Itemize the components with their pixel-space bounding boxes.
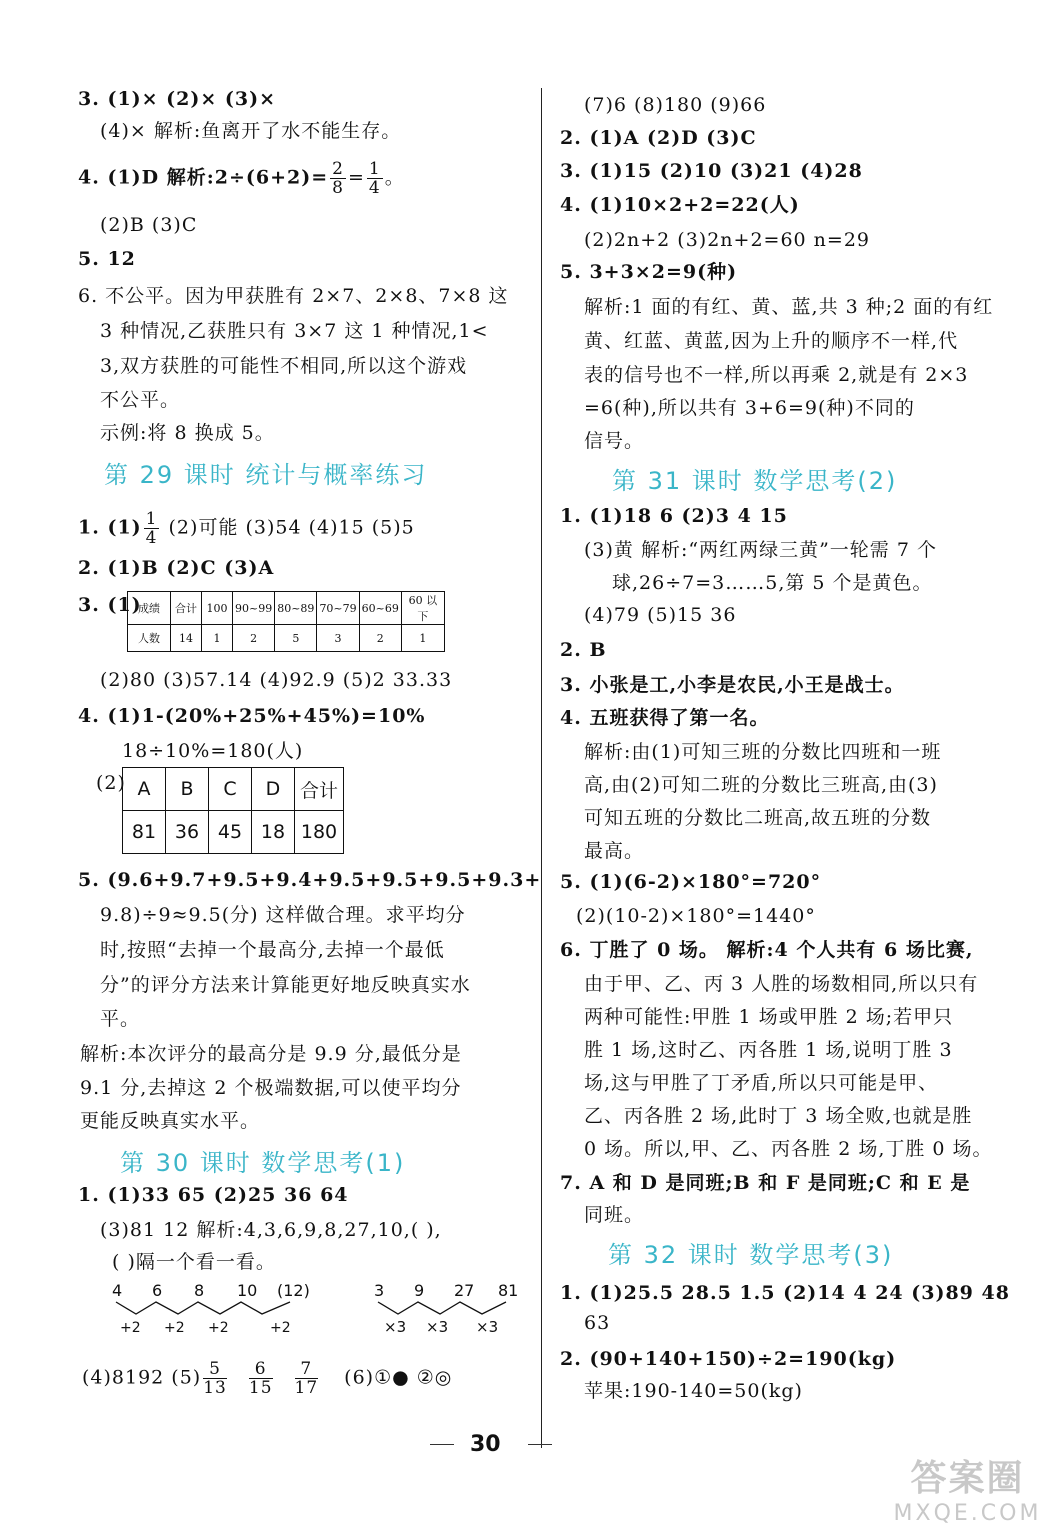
- seq1-connector: [116, 1302, 290, 1314]
- column-divider: [541, 88, 542, 1448]
- seq1-number: (12): [277, 1281, 310, 1300]
- s30-q1: 1. (1)33 65 (2)25 36 64: [78, 1184, 349, 1206]
- r-q3: 3. (1)15 (2)10 (3)21 (4)28: [560, 160, 863, 182]
- seq2-op: ×3: [476, 1318, 499, 1336]
- s29-q5-analysis3: 更能反映真实水平。: [80, 1110, 261, 1132]
- s31-q6: 6. 丁胜了 0 场。 解析:4 个人共有 6 场比赛,: [560, 939, 974, 961]
- section-title-31: 第 31 课时 数学思考(2): [612, 467, 898, 495]
- fraction: $\frac{7}{17}$: [294, 1359, 319, 1398]
- seq1-op: +2: [208, 1320, 229, 1336]
- s30-q1-4-5-6: (4)8192 (5) $\frac{5}{13}$ $\frac{6}{15}$ $\frac{7}{17}$ (6)①● ②◎: [82, 1359, 453, 1398]
- r-q5-analysis5: 信号。: [584, 430, 645, 452]
- s31-q4-analysis1: 解析:由(1)可知三班的分数比四班和一班: [584, 741, 942, 763]
- r-q2: 2. (1)A (2)D (3)C: [560, 127, 757, 149]
- q6-line3: 3,双方获胜的可能性不相同,所以这个游戏: [100, 355, 468, 377]
- r-q4-more: (2)2n+2 (3)2n+2=60 n=29: [584, 229, 871, 251]
- s31-q4-analysis2: 高,由(2)可知二班的分数比三班高,由(3): [584, 774, 938, 796]
- s29-q5-line5: 平。: [100, 1008, 141, 1030]
- s31-q6-line4: 胜 1 场,这时乙、丙各胜 1 场,说明丁胜 3: [584, 1039, 953, 1061]
- s31-q6-line2: 由于甲、乙、丙 3 人胜的场数相同,所以只有: [584, 973, 979, 995]
- s31-q4-analysis4: 最高。: [584, 840, 645, 862]
- watermark-logo: 答案圈 MXQE.COM: [893, 1458, 1042, 1526]
- s29-q5-analysis2: 9.1 分,去掉这 2 个极端数据,可以使平均分: [80, 1077, 462, 1099]
- q4-text: 4. (1)D 解析:2÷(6+2)=: [78, 166, 329, 189]
- s29-q5-line4: 分”的评分方法来计算能更好地反映真实水: [100, 974, 471, 996]
- seq1-number: 6: [152, 1281, 163, 1300]
- seq1-op: +2: [270, 1320, 291, 1336]
- q4-more: (2)B (3)C: [100, 214, 198, 236]
- s31-q2: 2. B: [560, 639, 607, 661]
- s29-q5-analysis1: 解析:本次评分的最高分是 9.9 分,最低分是: [80, 1043, 462, 1065]
- s32-q2b: 苹果:190-140=50(kg): [584, 1380, 803, 1402]
- seq2-number: 3: [374, 1281, 385, 1300]
- s32-q1: 1. (1)25.5 28.5 1.5 (2)14 4 24 (3)89 48: [560, 1282, 1010, 1304]
- page-dash-left: [430, 1444, 454, 1445]
- r-q5-analysis4: =6(种),所以共有 3+6=9(种)不同的: [584, 397, 915, 419]
- seq2-op: ×3: [384, 1318, 407, 1336]
- table-row: 81 36 45 18 180: [123, 811, 344, 854]
- seq1-op: +2: [164, 1320, 185, 1336]
- s31-q7: 7. A 和 D 是同班;B 和 F 是同班;C 和 E 是: [560, 1172, 971, 1194]
- s31-q1: 1. (1)18 6 (2)3 4 15: [560, 505, 788, 527]
- s31-q4-analysis3: 可知五班的分数比二班高,故五班的分数: [584, 807, 932, 829]
- q6-example: 示例:将 8 换成 5。: [100, 422, 275, 444]
- s31-q6-line6: 乙、丙各胜 2 场,此时丁 3 场全败,也就是胜: [584, 1105, 973, 1127]
- s29-q5-line2: 9.8)÷9≈9.5(分) 这样做合理。求平均分: [100, 904, 466, 926]
- s31-q1-3: (3)黄 解析:“两红两绿三黄”一轮需 7 个: [584, 539, 937, 561]
- r-q5-analysis2: 黄、红蓝、黄蓝,因为上升的顺序不一样,代: [584, 330, 959, 352]
- s29-q3-more: (2)80 (3)57.14 (4)92.9 (5)2 33.33: [100, 669, 453, 691]
- seq2-connector: [378, 1302, 506, 1314]
- s31-q6-line7: 0 场。所以,甲、乙、丙各胜 2 场,丁胜 0 场。: [584, 1138, 993, 1160]
- r-q4: 4. (1)10×2+2=22(人): [560, 194, 800, 216]
- seq1-op: +2: [120, 1320, 141, 1336]
- s29-q1: 1. (1) $\frac{1}{4}$ (2)可能 (3)54 (4)15 (5)5: [78, 509, 415, 548]
- seq1-number: 10: [237, 1281, 258, 1300]
- section-title-30: 第 30 课时 数学思考(1): [120, 1149, 406, 1177]
- s29-q4-sub2: (2): [96, 772, 126, 794]
- q6-line1: 6. 不公平。因为甲获胜有 2×7、2×8、7×8 这: [78, 285, 509, 307]
- seq1-number: 8: [194, 1281, 205, 1300]
- s31-q1-3b: 球,26÷7=3……5,第 5 个是黄色。: [612, 572, 933, 594]
- q3-answers: 3. (1)× (2)× (3)×: [78, 88, 277, 110]
- s29-q3: 3. (1): [78, 594, 142, 616]
- s31-q4: 4. 五班获得了第一名。: [560, 707, 770, 729]
- s31-q3: 3. 小张是工,小李是农民,小王是战士。: [560, 674, 905, 696]
- r-q1-cont: (7)6 (8)180 (9)66: [584, 94, 767, 116]
- seq2-number: 9: [414, 1281, 425, 1300]
- q5-answer: 5. 12: [78, 248, 136, 270]
- table-row: 成绩 合计 100 90~99 80~89 70~79 60~69 60 以下: [128, 592, 445, 625]
- s31-q6-line5: 场,这与甲胜了丁矛盾,所以只可能是甲、: [584, 1072, 939, 1094]
- section-title-32: 第 32 课时 数学思考(3): [608, 1241, 894, 1269]
- r-q5: 5. 3+3×2=9(种): [560, 261, 738, 283]
- q4-answer: 4. (1)D 解析:2÷(6+2)= $\frac{2}{8}$ = $\frac{1}{4}$ 。: [78, 159, 405, 198]
- seq2-op: ×3: [426, 1318, 449, 1336]
- s29-q5-line3: 时,按照“去掉一个最高分,去掉一个最低: [100, 939, 445, 961]
- fraction: $\frac{5}{13}$: [203, 1359, 227, 1398]
- q3-analysis: (4)× 解析:鱼离开了水不能生存。: [100, 120, 402, 142]
- s30-q1-3b: ( )隔一个看一看。: [112, 1251, 276, 1273]
- seq2-number: 27: [454, 1281, 475, 1300]
- r-q5-analysis1: 解析:1 面的有红、黄、蓝,共 3 种;2 面的有红: [584, 296, 994, 318]
- page-number: 30: [470, 1432, 501, 1457]
- fraction: $\frac{1}{4}$: [368, 159, 381, 198]
- q6-line4: 不公平。: [100, 389, 181, 411]
- s29-q2: 2. (1)B (2)C (3)A: [78, 557, 275, 579]
- seq2-number: 81: [498, 1281, 519, 1300]
- s31-q1-4: (4)79 (5)15 36: [584, 604, 737, 626]
- sequence-diagram: [100, 1280, 530, 1350]
- s30-q1-3: (3)81 12 解析:4,3,6,9,8,27,10,( ),: [100, 1219, 442, 1241]
- section-title-29: 第 29 课时 统计与概率练习: [104, 461, 428, 489]
- score-table: [127, 591, 445, 652]
- s29-q5-line1: 5. (9.6+9.7+9.5+9.4+9.5+9.5+9.5+9.3+: [78, 869, 542, 891]
- table-row: A B C D 合计: [123, 768, 344, 811]
- table-row: 人数 14 1 2 5 3 2 1: [128, 625, 445, 652]
- seq1-number: 4: [112, 1281, 123, 1300]
- s29-q4-calc: 18÷10%=180(人): [122, 740, 304, 762]
- s32-q1b: 63: [584, 1312, 611, 1334]
- s31-q5-2: (2)(10-2)×180°=1440°: [576, 905, 816, 927]
- s32-q2: 2. (90+140+150)÷2=190(kg): [560, 1348, 897, 1370]
- s31-q6-line3: 两种可能性:甲胜 1 场或甲胜 2 场;若甲只: [584, 1006, 954, 1028]
- r-q5-analysis3: 表的信号也不一样,所以再乘 2,就是有 2×3: [584, 364, 969, 386]
- fraction: $\frac{1}{4}$: [145, 509, 158, 548]
- fraction: $\frac{2}{8}$: [332, 159, 344, 198]
- q6-line2: 3 种情况,乙获胜只有 3×7 这 1 种情况,1<: [100, 320, 489, 342]
- result-table: [122, 767, 344, 854]
- s31-q7b: 同班。: [584, 1204, 645, 1226]
- page-dash-right: [528, 1444, 552, 1445]
- s31-q5: 5. (1)(6-2)×180°=720°: [560, 871, 822, 893]
- fraction: $\frac{6}{15}$: [248, 1359, 273, 1398]
- s29-q4: 4. (1)1-(20%+25%+45%)=10%: [78, 705, 426, 727]
